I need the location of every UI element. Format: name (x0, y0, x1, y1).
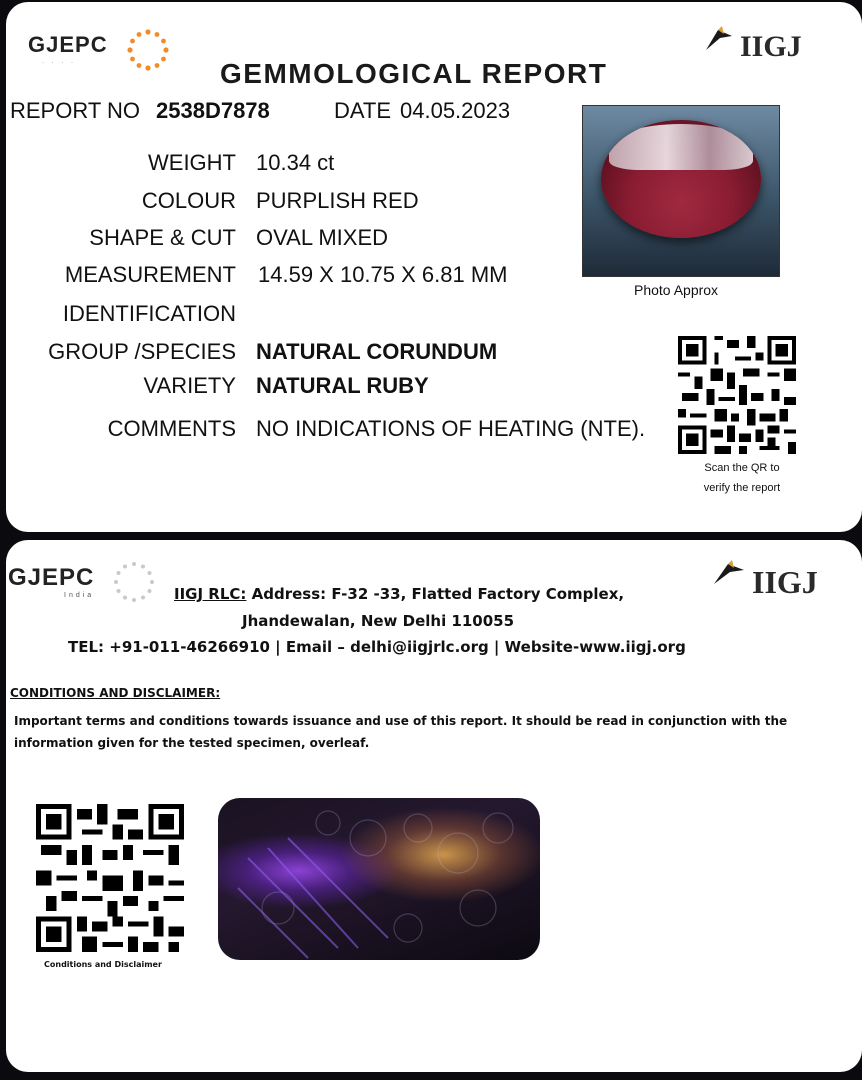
report-front-card (6, 2, 862, 532)
field-label: WEIGHT (148, 150, 236, 175)
contact-line: TEL: +91-011-46266910 | Email – delhi@iigjrlc.org | Website-www.iigj.org (68, 638, 686, 656)
conditions-heading: CONDITIONS AND DISCLAIMER: (10, 686, 221, 700)
gjepc-logo-dots: · · · · (42, 60, 76, 66)
gem-photo (582, 105, 780, 277)
iigj-bird-icon (712, 558, 746, 588)
gjepc-logo-subtitle: India (64, 592, 95, 599)
report-no-value: 2538D7878 (156, 98, 270, 123)
gjepc-sun-icon (124, 26, 172, 74)
iigj-logo-text: IIGJ (752, 564, 818, 600)
field-value: 14.59 X 10.75 X 6.81 MM (258, 262, 508, 287)
qr-caption-line1: Scan the QR to (704, 462, 780, 474)
address-text: Address: F-32 -33, Flatted Factory Complex, (251, 585, 625, 603)
field-label: MEASUREMENT (64, 262, 236, 287)
field-value: OVAL MIXED (256, 225, 389, 250)
verify-qr-code[interactable] (678, 336, 796, 454)
date-label: DATE (334, 98, 392, 123)
security-hologram (218, 798, 540, 960)
field-value: NO INDICATIONS OF HEATING (NTE). (256, 416, 646, 441)
qr-caption-line2: verify the report (703, 482, 781, 494)
gjepc-sun-icon (110, 558, 158, 606)
conditions-qr-code[interactable] (36, 804, 184, 952)
report-back-card (6, 540, 862, 1072)
address-label: IIGJ RLC: (174, 585, 247, 603)
field-label: VARIETY (143, 373, 236, 398)
conditions-text: Important terms and conditions towards issuance and use of this report. It should be read in conjunction with the information given for the tested specimen, overleaf. (14, 714, 788, 750)
gjepc-logo-text: GJEPC (8, 564, 95, 591)
qr-caption (680, 458, 804, 498)
field-value: 10.34 ct (256, 150, 335, 175)
address-line2: Jhandewalan, New Delhi 110055 (242, 612, 515, 630)
field-label: SHAPE & CUT (89, 225, 236, 250)
field-value: NATURAL CORUNDUM (256, 339, 498, 364)
gjepc-logo (8, 564, 94, 592)
iigj-logo-text: IIGJ (740, 30, 802, 63)
field-label: COMMENTS (107, 416, 236, 441)
field-value: NATURAL RUBY (256, 373, 429, 398)
gjepc-logo (28, 32, 108, 58)
conditions-qr-caption: Conditions and Disclaimer (44, 960, 162, 969)
ruby-gem-image (601, 120, 761, 238)
field-label: IDENTIFICATION (62, 301, 236, 326)
field-label: GROUP /SPECIES (48, 339, 236, 364)
field-label: COLOUR (141, 188, 236, 213)
report-no-label: REPORT NO (10, 98, 140, 123)
date-value: 04.05.2023 (400, 98, 511, 123)
iigj-bird-icon (704, 24, 734, 54)
field-value: PURPLISH RED (256, 188, 419, 213)
gjepc-logo-text: GJEPC (28, 32, 108, 57)
photo-caption: Photo Approx (634, 282, 719, 298)
address-line1 (174, 585, 624, 603)
report-title: GEMMOLOGICAL REPORT (220, 58, 608, 89)
